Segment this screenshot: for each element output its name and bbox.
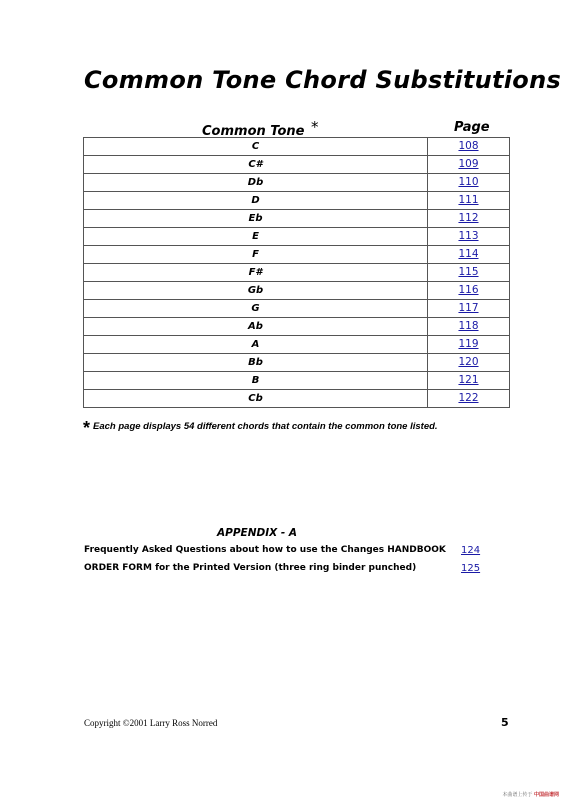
common-tone-cell: B <box>84 372 428 390</box>
table-row <box>84 174 510 192</box>
page-cell <box>428 210 510 228</box>
common-tone-cell: Db <box>84 174 428 192</box>
table-row <box>84 138 510 156</box>
page-cell <box>428 228 510 246</box>
watermark <box>502 791 559 798</box>
table-row <box>84 354 510 372</box>
column-header-common-tone-label: Common Tone <box>202 124 305 139</box>
page-link[interactable]: 115 <box>458 266 479 278</box>
footnote <box>83 418 438 439</box>
table-row <box>84 372 510 390</box>
page-cell <box>428 174 510 192</box>
common-tone-cell: F# <box>84 264 428 282</box>
page-link[interactable]: 122 <box>458 392 479 404</box>
common-tone-cell: Gb <box>84 282 428 300</box>
table-row <box>84 246 510 264</box>
appendix-item-faq <box>84 545 484 555</box>
column-header-common-tone <box>202 118 319 139</box>
page-cell <box>428 354 510 372</box>
page-cell <box>428 300 510 318</box>
page-cell <box>428 246 510 264</box>
page-link[interactable]: 117 <box>458 302 479 314</box>
common-tone-cell: Ab <box>84 318 428 336</box>
table-row <box>84 390 510 408</box>
table-row <box>84 336 510 354</box>
watermark-brand: 中国曲谱网 <box>533 792 559 798</box>
footnote-asterisk-icon: * <box>83 418 91 438</box>
table-row <box>84 192 510 210</box>
page-link[interactable]: 113 <box>458 230 479 242</box>
common-tone-cell: F <box>84 246 428 264</box>
common-tone-cell: Cb <box>84 390 428 408</box>
common-tone-cell: C <box>84 138 428 156</box>
page-link[interactable]: 108 <box>458 140 479 152</box>
column-header-page: Page <box>454 120 490 135</box>
appendix-item-page-link[interactable]: 124 <box>461 545 481 556</box>
page-link[interactable]: 118 <box>458 320 479 332</box>
common-tone-cell: C# <box>84 156 428 174</box>
page-link[interactable]: 111 <box>458 194 479 206</box>
page-cell <box>428 390 510 408</box>
appendix-item-label: Frequently Asked Questions about how to use the Changes HANDBOOK <box>84 545 446 555</box>
asterisk-icon: * <box>311 118 319 136</box>
page-link[interactable]: 109 <box>458 158 479 170</box>
common-tone-table <box>83 137 510 408</box>
common-tone-cell: D <box>84 192 428 210</box>
page-cell <box>428 336 510 354</box>
page-cell <box>428 192 510 210</box>
table-row <box>84 264 510 282</box>
appendix-item-label: ORDER FORM for the Printed Version (three ring binder punched) <box>84 563 417 573</box>
table-row <box>84 210 510 228</box>
table-row <box>84 300 510 318</box>
page-number: 5 <box>501 716 509 729</box>
page-cell <box>428 282 510 300</box>
page-cell <box>428 372 510 390</box>
page-cell <box>428 138 510 156</box>
page-link[interactable]: 112 <box>458 212 479 224</box>
page-title: Common Tone Chord Substitutions <box>84 66 562 94</box>
common-tone-cell: E <box>84 228 428 246</box>
common-tone-cell: G <box>84 300 428 318</box>
table-row <box>84 156 510 174</box>
common-tone-cell: Bb <box>84 354 428 372</box>
page-link[interactable]: 120 <box>458 356 479 368</box>
table-row <box>84 282 510 300</box>
page-cell <box>428 264 510 282</box>
table-row <box>84 318 510 336</box>
common-tone-cell: A <box>84 336 428 354</box>
watermark-text: 本曲谱上传于 <box>502 792 533 798</box>
page-link[interactable]: 114 <box>458 248 479 260</box>
table-row <box>84 228 510 246</box>
page-cell <box>428 318 510 336</box>
appendix-item-order-form <box>84 563 484 573</box>
page-cell <box>428 156 510 174</box>
page-link[interactable]: 110 <box>458 176 479 188</box>
footnote-text: Each page displays 54 different chords that contain the common tone listed. <box>93 421 438 432</box>
page-link[interactable]: 121 <box>458 374 479 386</box>
page-link[interactable]: 116 <box>458 284 479 296</box>
copyright-text: Copyright ©2001 Larry Ross Norred <box>84 718 218 728</box>
page-link[interactable]: 119 <box>458 338 479 350</box>
appendix-item-page-link[interactable]: 125 <box>461 563 481 574</box>
appendix-title: APPENDIX - A <box>217 527 297 539</box>
common-tone-cell: Eb <box>84 210 428 228</box>
